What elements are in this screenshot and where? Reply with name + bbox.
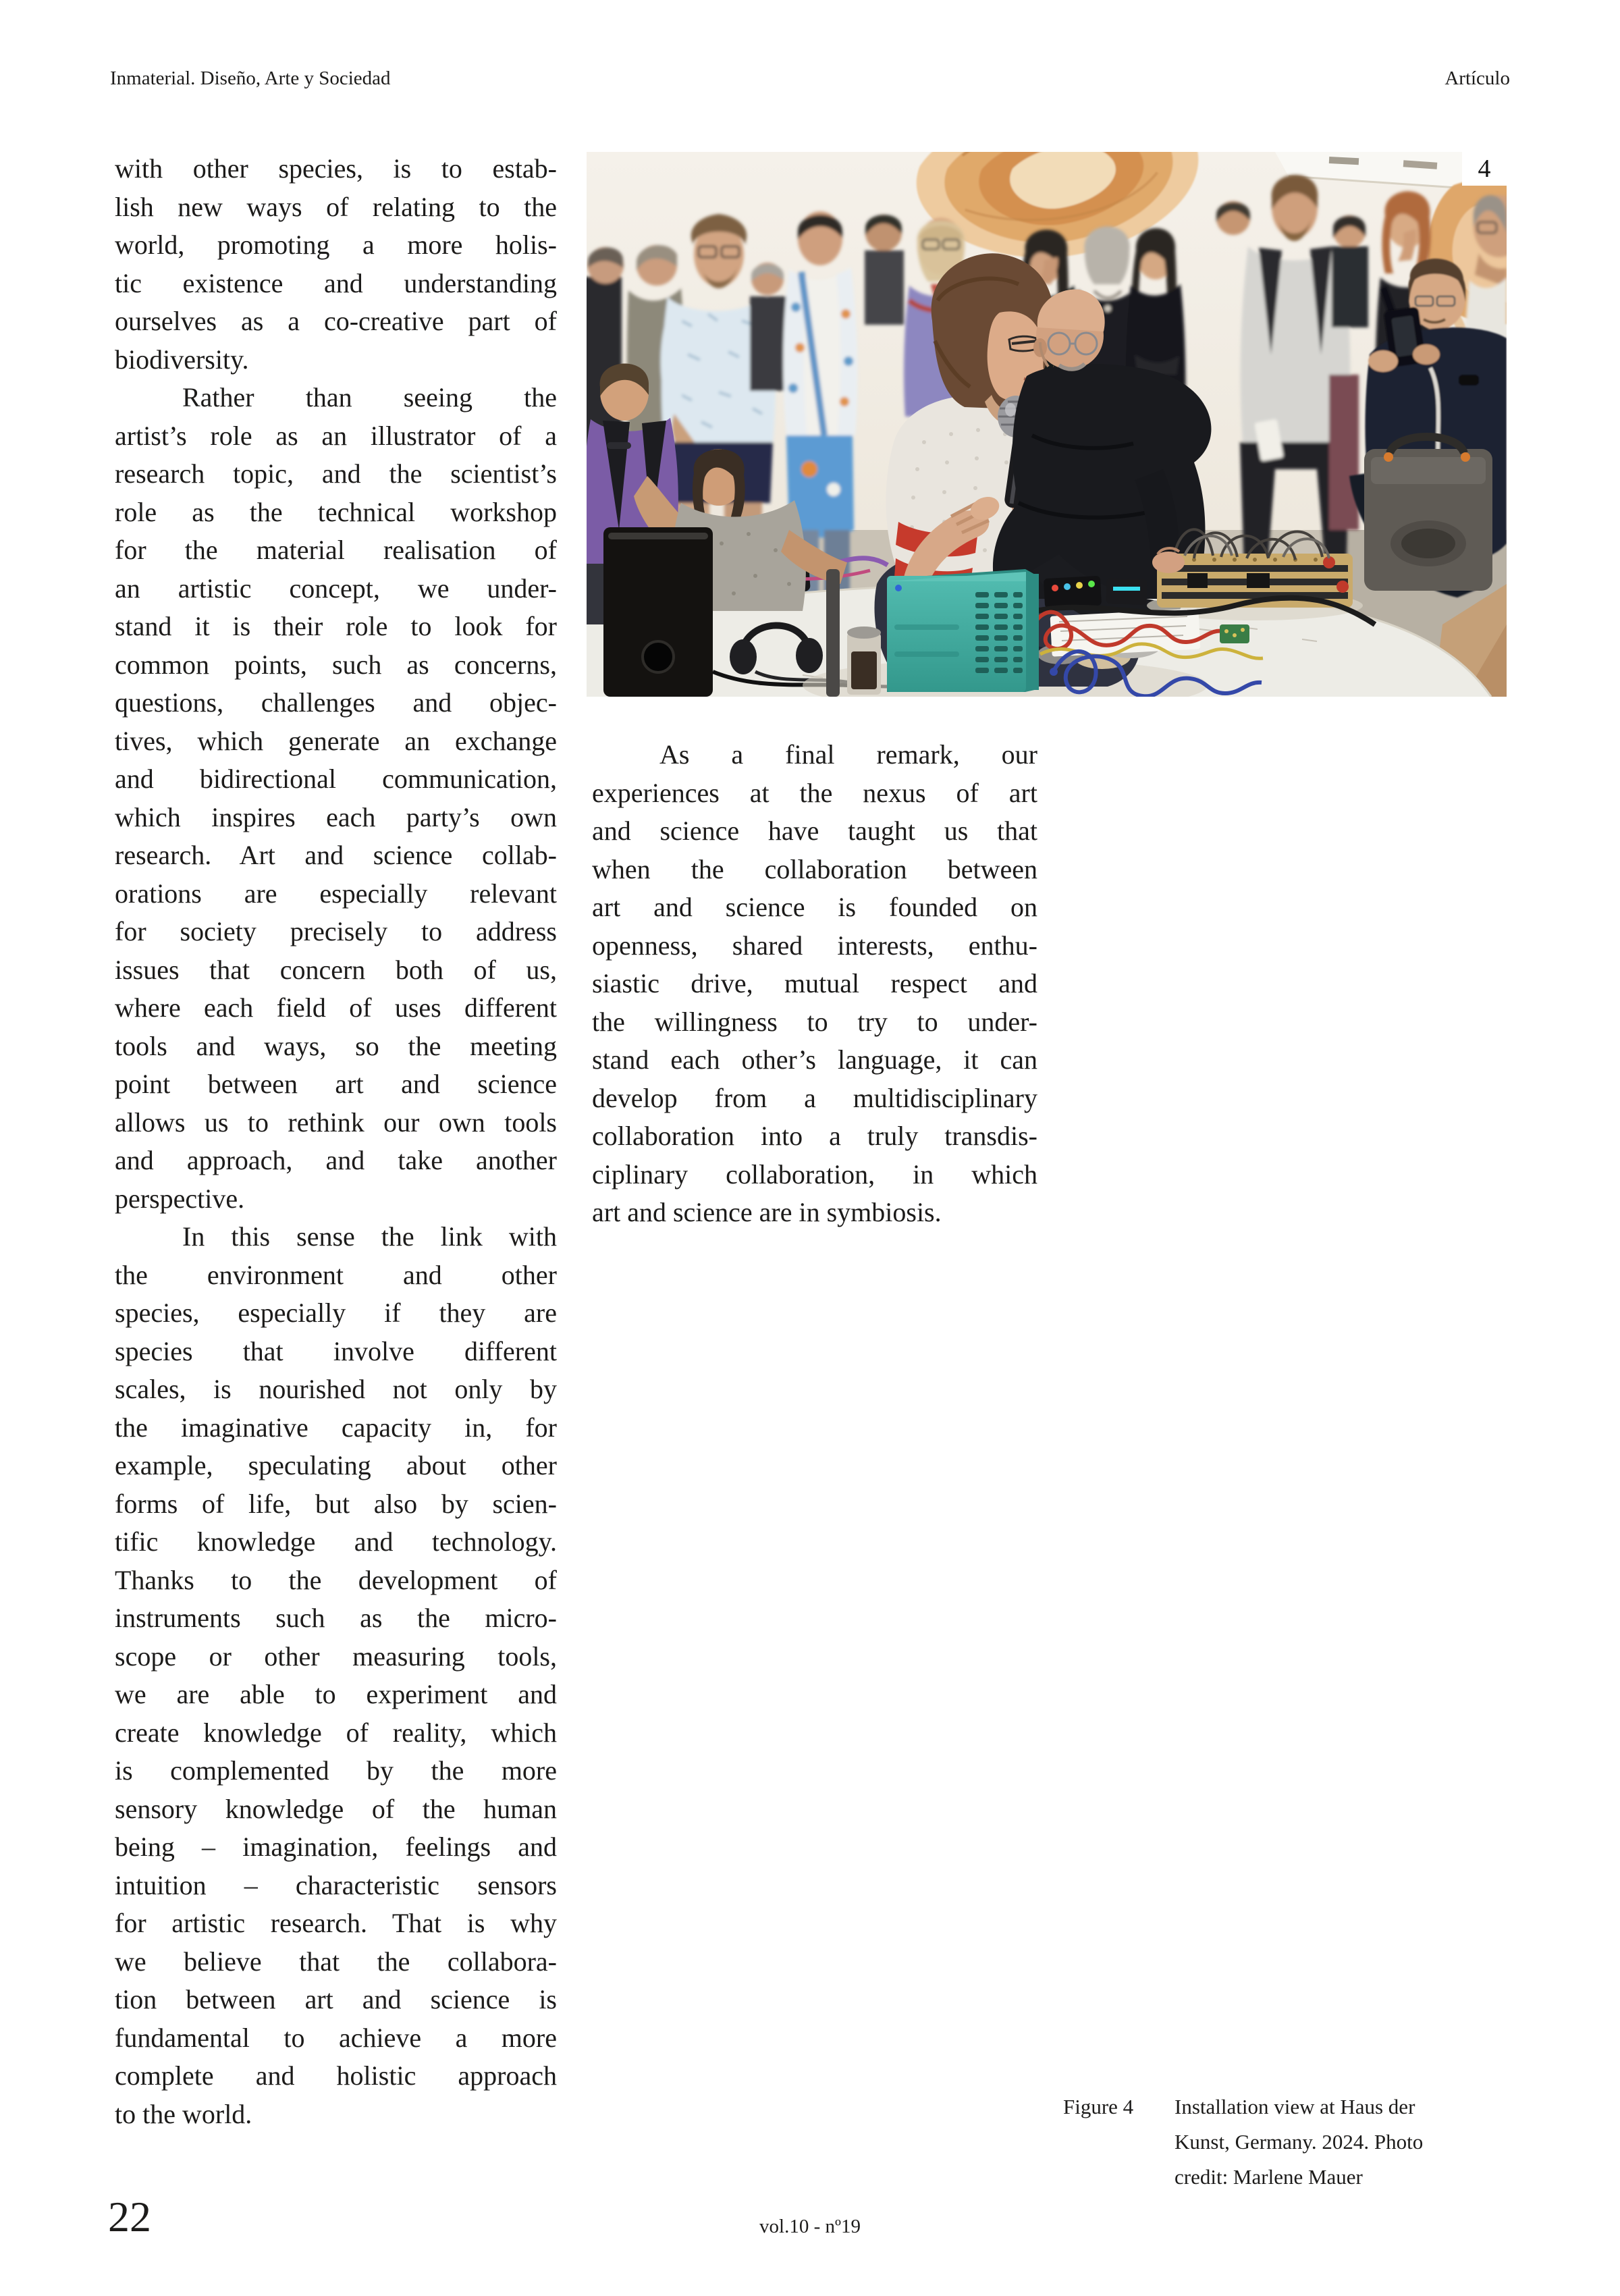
text-line: tific knowledge and technology. bbox=[115, 1526, 557, 1557]
text-line: develop from a multidisciplinary bbox=[592, 1082, 1037, 1113]
text-line: intuition – characteristic sensors bbox=[115, 1869, 557, 1900]
text-line: species that involve different bbox=[115, 1335, 557, 1366]
volume-issue: vol.10 - nº19 bbox=[759, 2216, 861, 2237]
text-line: for the material realisation of bbox=[115, 535, 557, 565]
section-label: Artículo bbox=[1444, 68, 1510, 89]
teal-device bbox=[887, 569, 1039, 692]
text-line: tives, which generate an exchange bbox=[115, 725, 557, 756]
figure-label: Figure 4 bbox=[1063, 2095, 1134, 2118]
text-line: the imaginative capacity in, for bbox=[115, 1412, 557, 1443]
text-line: stand each other’s language, it can bbox=[592, 1044, 1037, 1075]
text-line: issues that concern both of us, bbox=[115, 954, 557, 985]
text-line: Rather than seeing the bbox=[182, 382, 557, 412]
text-line: ourselves as a co-creative part of bbox=[115, 306, 557, 336]
text-line: with other species, is to estab- bbox=[115, 153, 557, 184]
caption-line: Installation view at Haus der bbox=[1174, 2095, 1415, 2118]
text-line: In this sense the link with bbox=[182, 1221, 557, 1252]
control-modules bbox=[1044, 576, 1148, 608]
text-line: forms of life, but also by scien- bbox=[115, 1488, 557, 1519]
text-line: allows us to rethink our own tools bbox=[115, 1106, 557, 1138]
text-line: common points, such as concerns, bbox=[115, 649, 557, 680]
text-line: the environment and other bbox=[115, 1259, 557, 1290]
text-line: lish new ways of relating to the bbox=[115, 191, 557, 222]
text-line: biodiversity. bbox=[115, 344, 249, 375]
grey-amplifier bbox=[1364, 437, 1492, 591]
text-line: research. Art and science collab- bbox=[115, 840, 557, 870]
page-number: 22 bbox=[108, 2193, 151, 2241]
installation-photo-illustration bbox=[587, 152, 1507, 697]
text-line: when the collaboration between bbox=[592, 853, 1037, 884]
text-line: tools and ways, so the meeting bbox=[115, 1030, 557, 1061]
text-line: questions, challenges and objec- bbox=[115, 687, 557, 718]
text-line: role as the technical workshop bbox=[115, 496, 557, 527]
text-line: example, speculating about other bbox=[115, 1450, 557, 1480]
text-line: to the world. bbox=[115, 2098, 252, 2129]
text-line: perspective. bbox=[115, 1183, 245, 1214]
caption-line: Kunst, Germany. 2024. Photo bbox=[1174, 2130, 1424, 2154]
text-line: tion between art and science is bbox=[115, 1984, 557, 2014]
text-line: world, promoting a more holis- bbox=[115, 230, 557, 260]
text-line: scales, is nourished not only by bbox=[115, 1374, 557, 1404]
text-line: art and science is founded on bbox=[592, 892, 1037, 922]
text-line: research topic, and the scientist’s bbox=[115, 458, 557, 489]
text-line: orations are especially relevant bbox=[115, 878, 557, 909]
text-column-left bbox=[115, 150, 557, 2133]
text-line: instruments such as the micro- bbox=[115, 1603, 557, 1633]
journal-title: Inmaterial. Diseño, Arte y Sociedad bbox=[110, 68, 391, 89]
text-line: experiences at the nexus of art bbox=[592, 777, 1037, 808]
text-line: Thanks to the development of bbox=[115, 1564, 557, 1595]
text-line: and bidirectional communication, bbox=[115, 764, 557, 794]
figure-photo bbox=[587, 152, 1507, 697]
text-line: which inspires each party’s own bbox=[115, 801, 557, 832]
text-line: openness, shared interests, enthu- bbox=[592, 930, 1037, 961]
text-column-right bbox=[592, 736, 1037, 1232]
text-line: art and science are in symbiosis. bbox=[592, 1197, 942, 1227]
text-line: is complemented by the more bbox=[115, 1755, 557, 1786]
text-line: species, especially if they are bbox=[115, 1298, 557, 1328]
text-line: the willingness to try to under- bbox=[592, 1006, 1037, 1037]
text-line: fundamental to achieve a more bbox=[115, 2022, 557, 2053]
figure-caption bbox=[1174, 2089, 1512, 2195]
caption-line: credit: Marlene Mauer bbox=[1174, 2165, 1363, 2189]
text-line: artist’s role as an illustrator of a bbox=[115, 420, 557, 451]
text-line: we are able to experiment and bbox=[115, 1679, 557, 1709]
text-line: an artistic concept, we under- bbox=[115, 572, 557, 604]
text-line: and science have taught us that bbox=[592, 816, 1037, 846]
text-line: As a final remark, our bbox=[659, 739, 1037, 770]
text-line: siastic drive, mutual respect and bbox=[592, 968, 1037, 998]
text-line: create knowledge of reality, which bbox=[115, 1717, 557, 1748]
text-line: being – imagination, feelings and bbox=[115, 1832, 557, 1862]
text-line: stand it is their role to look for bbox=[115, 611, 557, 641]
text-line: for society precisely to address bbox=[115, 916, 557, 946]
text-line: ciplinary collaboration, in which bbox=[592, 1158, 1037, 1190]
text-line: collaboration into a truly transdis- bbox=[592, 1121, 1037, 1151]
figure-number-badge: 4 bbox=[1462, 152, 1507, 186]
text-line: we believe that the collabora- bbox=[115, 1946, 557, 1977]
text-line: complete and holistic approach bbox=[115, 2060, 557, 2091]
text-line: scope or other measuring tools, bbox=[115, 1640, 557, 1672]
text-line: tic existence and understanding bbox=[115, 267, 557, 298]
circuit-board bbox=[1220, 624, 1249, 643]
text-line: point between art and science bbox=[115, 1069, 557, 1099]
text-line: sensory knowledge of the human bbox=[115, 1793, 557, 1824]
text-line: and approach, and take another bbox=[115, 1145, 557, 1175]
text-line: for artistic research. That is why bbox=[115, 1908, 557, 1938]
text-line: where each field of uses different bbox=[115, 992, 557, 1023]
